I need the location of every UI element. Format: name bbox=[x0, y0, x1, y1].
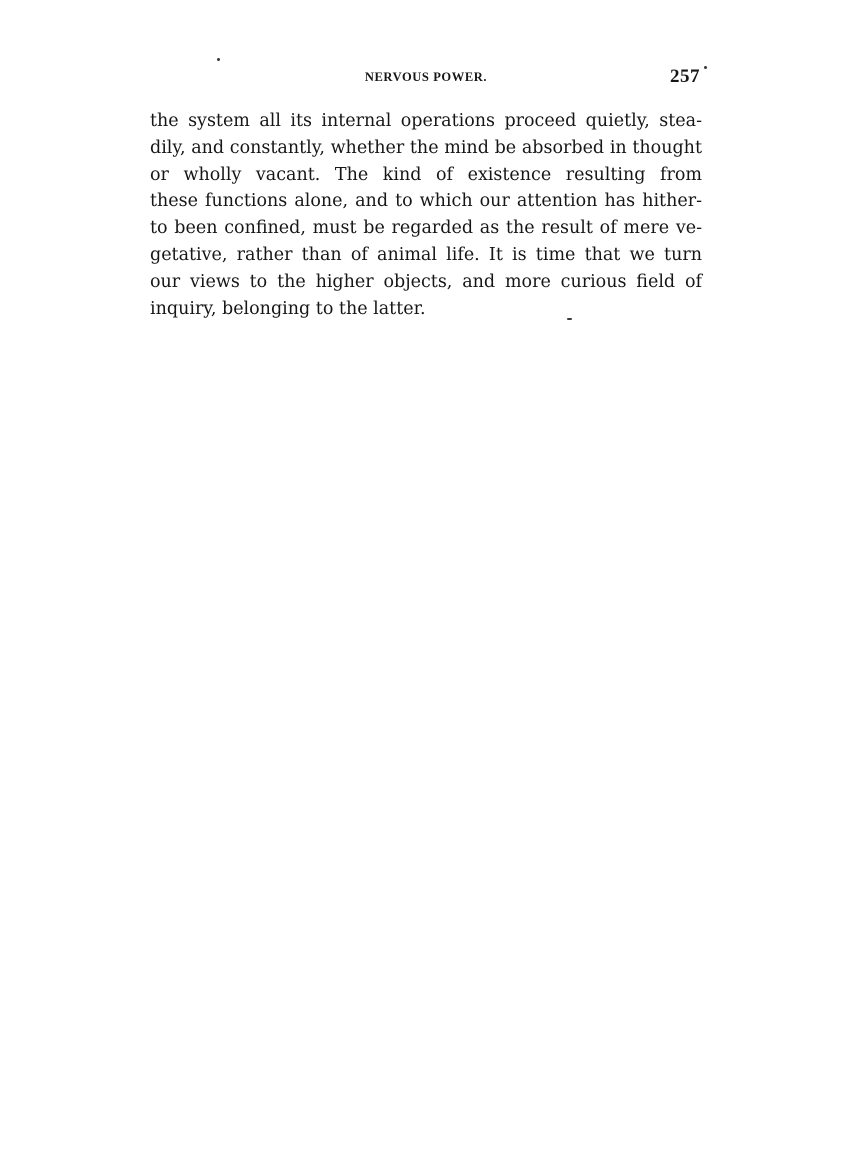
print-speck bbox=[217, 58, 220, 61]
text-line: to been confined, must be regarded as the result of mere ve- bbox=[150, 218, 702, 239]
running-title: NERVOUS POWER. bbox=[364, 70, 488, 84]
text-line: dily, and constantly, whether the mind be absorbed in thought bbox=[150, 137, 702, 158]
text-line: the system all its internal operations proceed quietly, stea- bbox=[150, 111, 702, 131]
page-number: 257 bbox=[670, 66, 700, 87]
running-head bbox=[150, 66, 702, 90]
text-line-last: inquiry, belonging to the latter. bbox=[150, 298, 426, 319]
text-line: or wholly vacant. The kind of existence resulting from bbox=[150, 164, 702, 185]
body-text bbox=[150, 108, 702, 322]
text-line: our views to the higher objects, and more curious field of bbox=[150, 271, 702, 292]
text-line: these functions alone, and to which our attention has hither- bbox=[150, 191, 702, 212]
text-line: getative, rather than of animal life. It is time that we turn bbox=[150, 244, 702, 265]
print-speck bbox=[704, 66, 707, 69]
